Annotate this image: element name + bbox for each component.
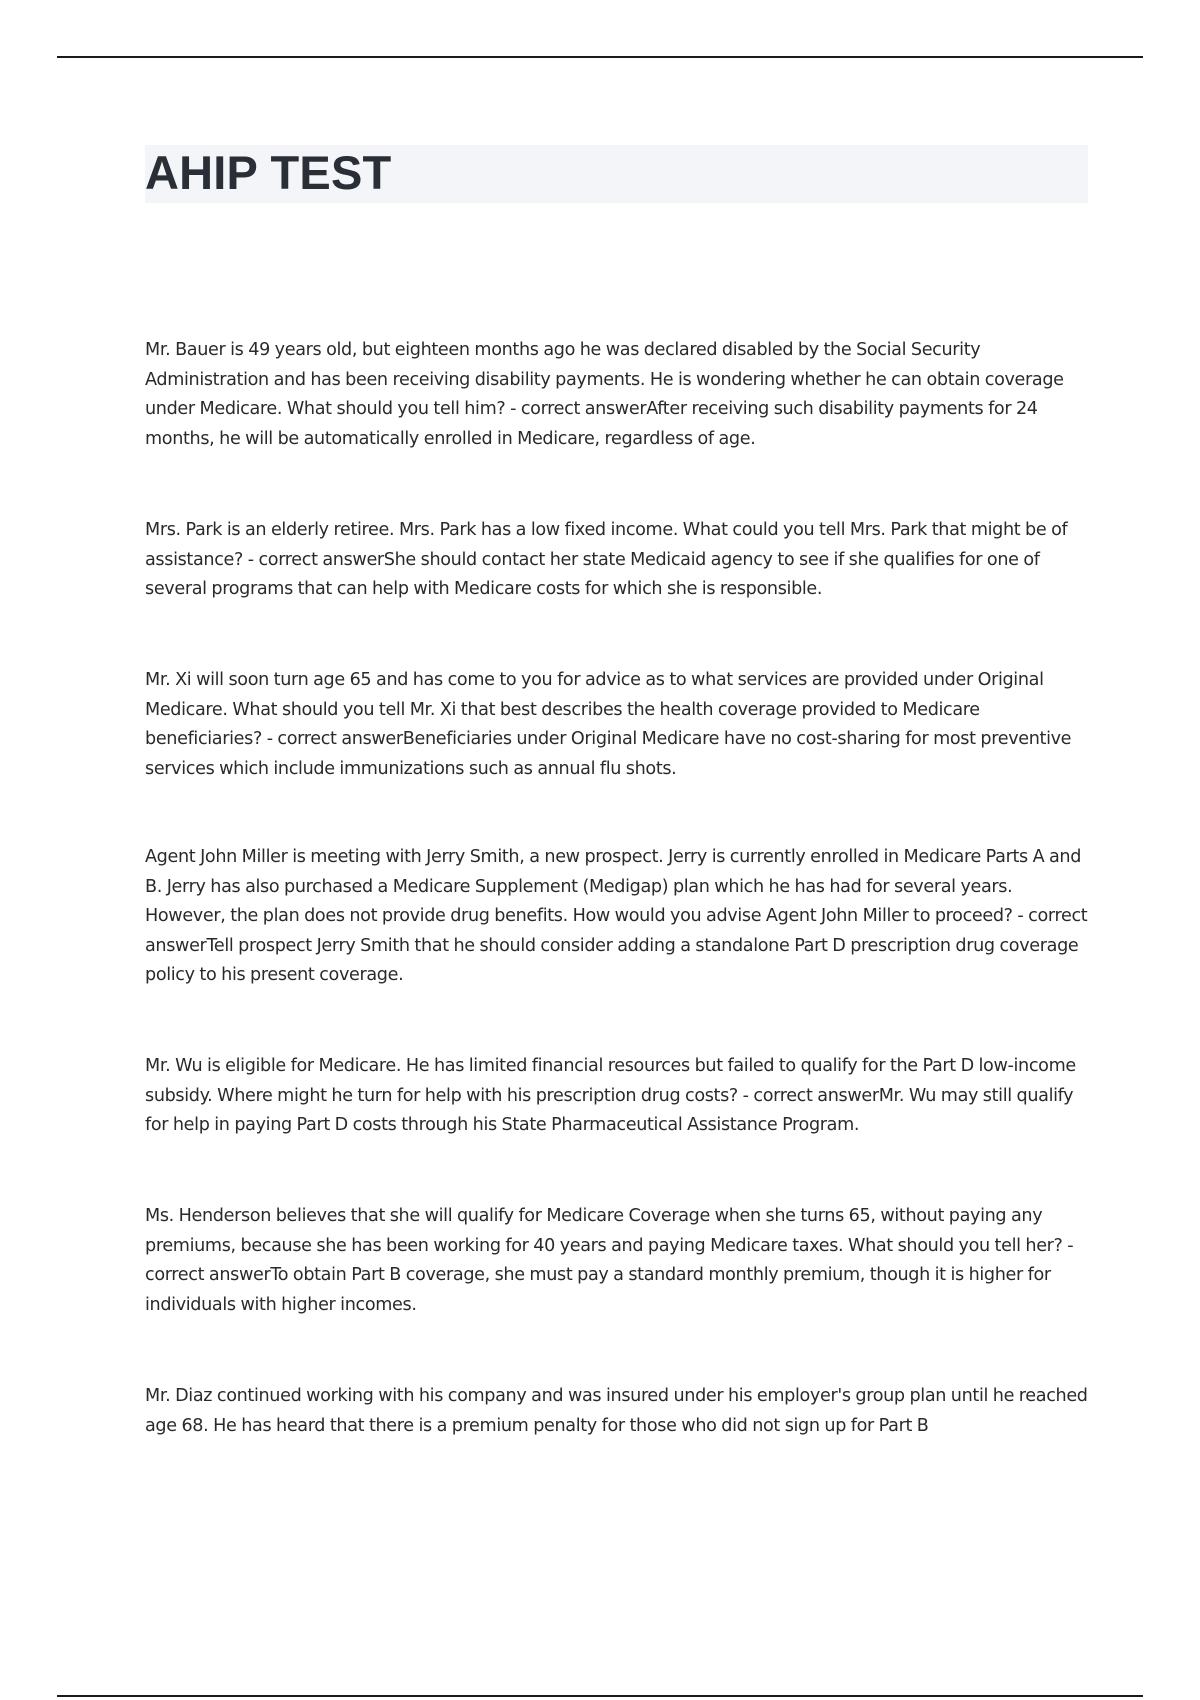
answer-text: - correct answerTell prospect Jerry Smith that he should consider adding a standalone Part D prescription drug coverage policy to his present coverage. xyxy=(145,906,1088,985)
answer-text: - correct answerAfter receiving such disability payments for 24 months, he will be automatically enrolled in Medicare, regardless of age. xyxy=(145,399,1038,449)
page-title: AHIP TEST xyxy=(145,146,392,199)
qa-item-7 xyxy=(145,1382,1090,1441)
answer-text: - correct answerMr. Wu may still qualify for help in paying Part D costs through his State Pharmaceutical Assistance Program. xyxy=(145,1085,1074,1135)
question-text: Mr. Xi will soon turn age 65 and has come to you for advice as to what services are provided under Original Medicare. What should you tell Mr. Xi that best describes the health coverage provided to Medicare beneficiaries? xyxy=(145,670,1044,749)
qa-item-6 xyxy=(145,1202,1090,1320)
question-text: Ms. Henderson believes that she will qualify for Medicare Coverage when she turns 65, without paying any premiums, because she has been working for 40 years and paying Medicare taxes. What should you tell her? xyxy=(145,1206,1063,1256)
question-text: Mrs. Park is an elderly retiree. Mrs. Park has a low fixed income. What could you tell Mrs. Park that might be of assistance? xyxy=(145,520,1068,570)
qa-item-5 xyxy=(145,1052,1090,1141)
qa-item-3 xyxy=(145,666,1090,784)
qa-item-1 xyxy=(145,336,1090,454)
qa-item-2 xyxy=(145,516,1090,605)
question-text: Agent John Miller is meeting with Jerry Smith, a new prospect. Jerry is currently enrolled in Medicare Parts A and B. Jerry has also purchased a Medicare Supplement (Medigap) plan which he has had for several years. However, the plan does not provide drug benefits. How would you advise Agent John Miller to proceed? xyxy=(145,847,1082,926)
answer-text: - correct answerTo obtain Part B coverage, she must pay a standard monthly premium, though it is higher for individuals with higher incomes. xyxy=(145,1235,1074,1315)
question-text: Mr. Diaz continued working with his company and was insured under his employer's group plan until he reached age 68. He has heard that there is a premium penalty for those who did not sign up for Part B xyxy=(145,1386,1088,1436)
top-rule xyxy=(57,56,1143,58)
answer-text: - correct answerShe should contact her state Medicaid agency to see if she qualifies for one of several programs that can help with Medicare costs for which she is responsible. xyxy=(145,549,1040,599)
answer-text: - correct answerBeneficiaries under Original Medicare have no cost-sharing for most preventive services which include immunizations such as annual flu shots. xyxy=(145,729,1072,779)
question-text: Mr. Bauer is 49 years old, but eighteen months ago he was declared disabled by the Social Security Administration and has been receiving disability payments. He is wondering whether he can obtain coverage under Medicare. What should you tell him? xyxy=(145,340,1064,419)
bottom-rule xyxy=(57,1695,1143,1697)
qa-item-4 xyxy=(145,843,1090,991)
question-text: Mr. Wu is eligible for Medicare. He has limited financial resources but failed to qualify for the Part D low-income subsidy. Where might he turn for help with his prescription drug costs? xyxy=(145,1056,1076,1106)
